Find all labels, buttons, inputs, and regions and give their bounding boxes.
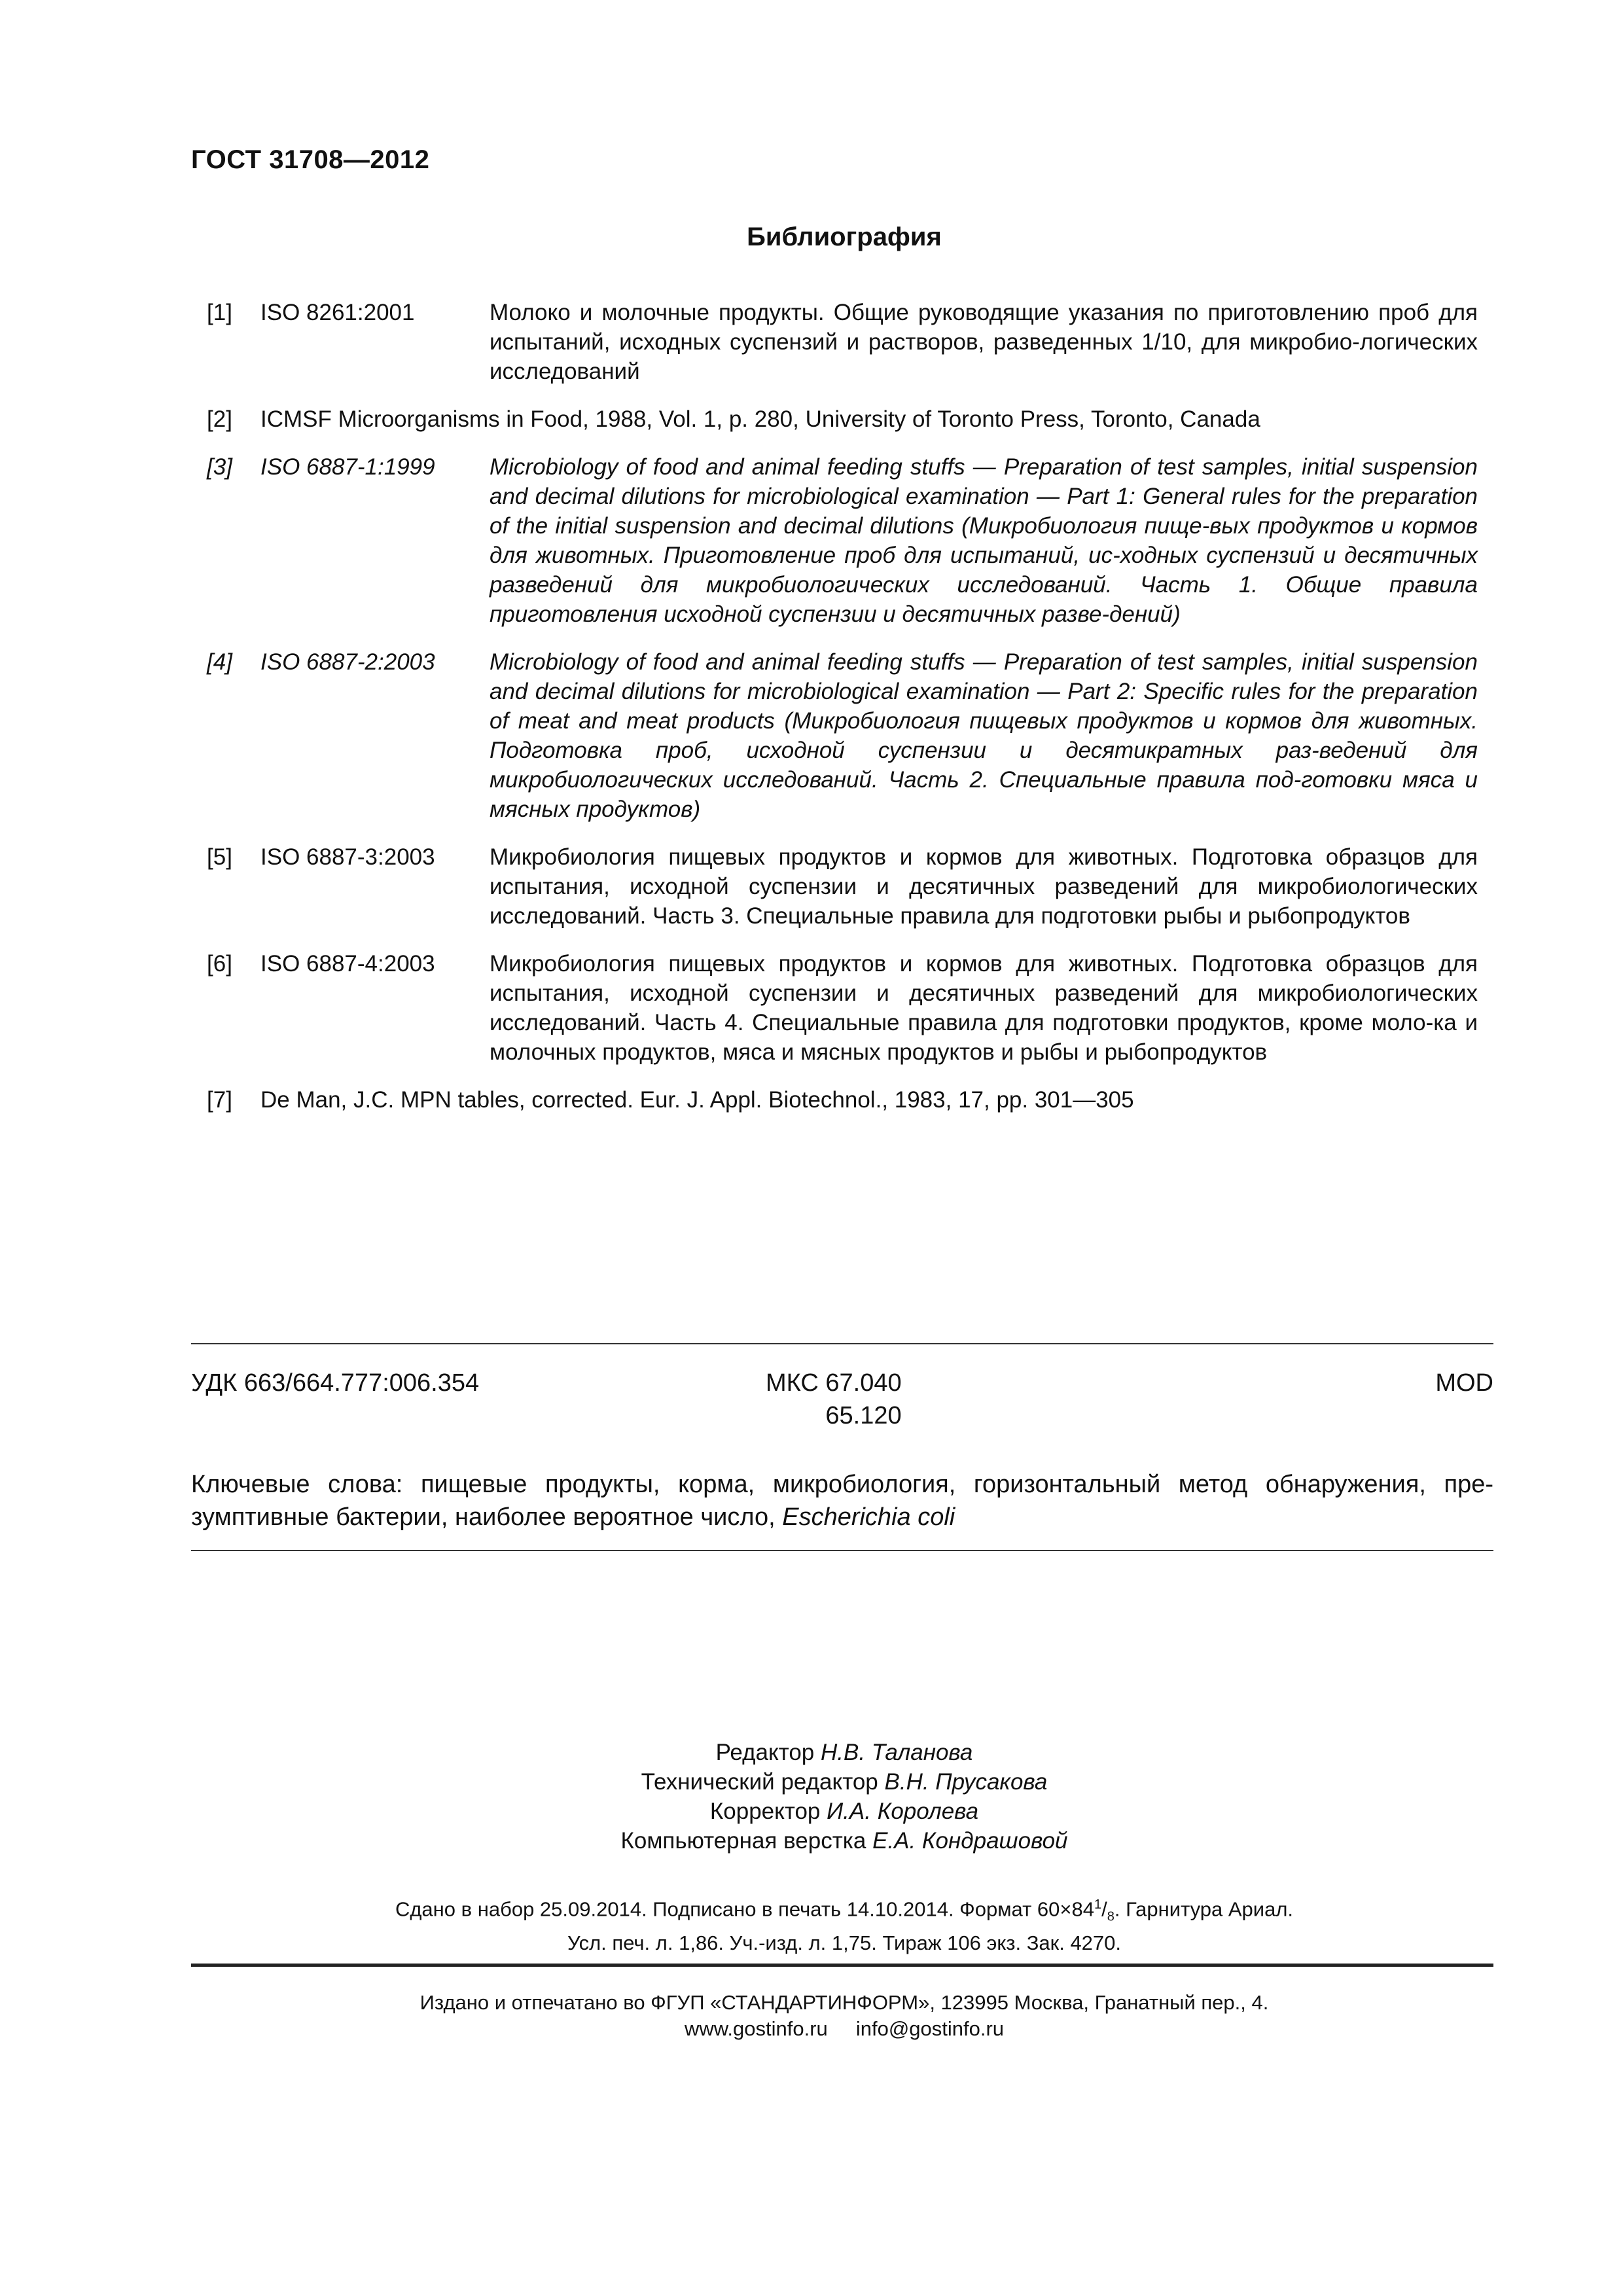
- entry-standard-code: ISO 6887-4:2003: [260, 951, 435, 977]
- bibliography-entry: [191, 298, 1500, 386]
- credit-name: В.Н. Прусакова: [884, 1769, 1048, 1795]
- bibliography-entry: [191, 949, 1500, 1067]
- publication-line: Сдано в набор 25.09.2014. Подписано в печать 14.10.2014. Формат $60\times 84^1/_8$. Гарнитура Ариал.: [395, 1897, 1294, 1924]
- entry-number: [3]: [207, 454, 232, 480]
- entry-number: [1]: [207, 300, 232, 325]
- mks-classification: [766, 1367, 902, 1432]
- entry-text: De Man, J.C. MPN tables, corrected. Eur. J. Appl. Biotechnol., 1983, 17, pp. 301—305: [260, 1087, 1134, 1113]
- entry-number: [7]: [207, 1087, 232, 1113]
- udk-classification: [191, 1367, 479, 1399]
- printer-divider: [191, 1964, 1493, 1967]
- keywords-italic-term: Escherichia coli: [782, 1503, 955, 1531]
- bibliography-entry: [191, 452, 1500, 629]
- printer-line: Издано и отпечатано во ФГУП «СТАНДАРТИНФОРМ», 123995 Москва, Гранатный пер., 4.: [419, 1991, 1269, 2014]
- entry-number: [6]: [207, 951, 232, 977]
- publication-info: [0, 1892, 1623, 1956]
- udk-label: УДК: [191, 1369, 238, 1397]
- bibliography-entry: [191, 842, 1500, 931]
- credit-name: Н.В. Таланова: [821, 1740, 973, 1765]
- entry-text: Молоко и молочные продукты. Общие руководящие указания по приготовлению проб для испытаний, исходных суспензий и растворов, разведенных 1/10, для микробио-логических исследований: [490, 300, 1478, 384]
- entry-text: Микробиология пищевых продуктов и кормов для животных. Подготовка образцов для испытания, исходной суспензии и десятичных разведений для микробиологических исследований. Часть 3. Специальные правила для подготовки рыбы и рыбопродуктов: [490, 844, 1478, 929]
- mks-label: МКС: [766, 1369, 819, 1397]
- credit-line: [0, 1767, 1623, 1797]
- credit-role: Корректор: [709, 1799, 821, 1824]
- modification-mark: MOD: [1435, 1369, 1493, 1397]
- format-fraction-denominator: 8: [1107, 1909, 1115, 1924]
- entry-number: [5]: [207, 844, 232, 870]
- mks-value: 65.120: [825, 1402, 902, 1429]
- publication-text: . Гарнитура Ариал.: [1114, 1897, 1294, 1921]
- publication-text: Сдано в набор 25.09.2014. Подписано в печать 14.10.2014. Формат 60×84: [395, 1897, 1094, 1921]
- entry-standard-code: ISO 8261:2001: [260, 300, 415, 325]
- credits-block: [0, 1738, 1623, 1856]
- bibliography-entry: [191, 1085, 1500, 1115]
- bibliography-list: [191, 298, 1500, 1133]
- credit-name: И.А. Королева: [827, 1799, 979, 1824]
- entry-text: Microbiology of food and animal feeding stuffs — Preparation of test samples, initial suspension and decimal dilutions for microbiological examination — Part 1: General rules for the preparation of the initial suspension and decimal dilutions (Микробиология пище-вых продуктов и кормов для животных. Приготовление проб для испытаний, ис-ходных суспензий и десятичных разведений для микробиологических исследований. Часть 1. Общие правила приготовления исходной суспензии и десятичных разве-дений): [490, 454, 1478, 627]
- entry-text: Microbiology of food and animal feeding stuffs — Preparation of test samples, initial suspension and decimal dilutions for microbiological examination — Part 2: Specific rules for the preparation of meat and meat products (Микробиология пищевых продуктов и кормов для животных. Подготовка проб, исходной суспензии и десятикратных раз-ведений для микробиологических исследований. Часть 2. Специальные правила под-готовки мяса и мясных продуктов): [490, 649, 1478, 822]
- printer-info: [0, 1990, 1623, 2042]
- entry-number: [4]: [207, 649, 232, 675]
- keywords-paragraph: [191, 1468, 1493, 1534]
- entry-standard-code: ISO 6887-3:2003: [260, 844, 435, 870]
- bibliography-entry: [191, 404, 1500, 434]
- entry-text: Микробиология пищевых продуктов и кормов для животных. Подготовка образцов для испытания, исходной суспензии и десятичных разведений для микробиологических исследований. Часть 4. Специальные правила для подготовки продуктов, кроме моло-ка и молочных продуктов, мяса и мясных продуктов и рыбы и рыбопродуктов: [490, 951, 1478, 1065]
- mks-value: 67.040: [825, 1369, 902, 1397]
- credit-role: Редактор: [715, 1740, 815, 1765]
- section-title: Библиография: [747, 223, 942, 251]
- entry-standard-code: ISO 6887-1:1999: [260, 454, 435, 480]
- printer-contacts: www.gostinfo.ru info@gostinfo.ru: [684, 2017, 1005, 2040]
- entry-text: ICMSF Microorganisms in Food, 1988, Vol. 1, p. 280, University of Toronto Press, Toronto, Canada: [260, 406, 1260, 432]
- credit-line: [0, 1826, 1623, 1856]
- document-code-header: ГОСТ 31708—2012: [191, 145, 430, 174]
- udk-value: 663/664.777:006.354: [243, 1369, 480, 1397]
- credit-name: Е.А. Кондрашовой: [872, 1828, 1068, 1854]
- credit-line: [0, 1738, 1623, 1767]
- credit-role: Компьютерная верстка: [620, 1828, 866, 1854]
- bibliography-entry: [191, 647, 1500, 824]
- entry-number: [2]: [207, 406, 232, 432]
- publication-line: Усл. печ. л. 1,86. Уч.-изд. л. 1,75. Тираж 106 экз. Зак. 4270.: [567, 1931, 1122, 1954]
- credit-role: Технический редактор: [641, 1769, 878, 1795]
- format-fraction-numerator: 1: [1094, 1897, 1102, 1912]
- keywords-text: Ключевые слова: пищевые продукты, корма, микробиология, горизонтальный метод обнаружения, пре-зумптивные бактерии, наиболее вероятное число,: [191, 1471, 1493, 1531]
- bottom-divider: [191, 1550, 1493, 1551]
- top-divider: [191, 1343, 1493, 1344]
- entry-standard-code: ISO 6887-2:2003: [260, 649, 435, 675]
- credit-line: [0, 1797, 1623, 1826]
